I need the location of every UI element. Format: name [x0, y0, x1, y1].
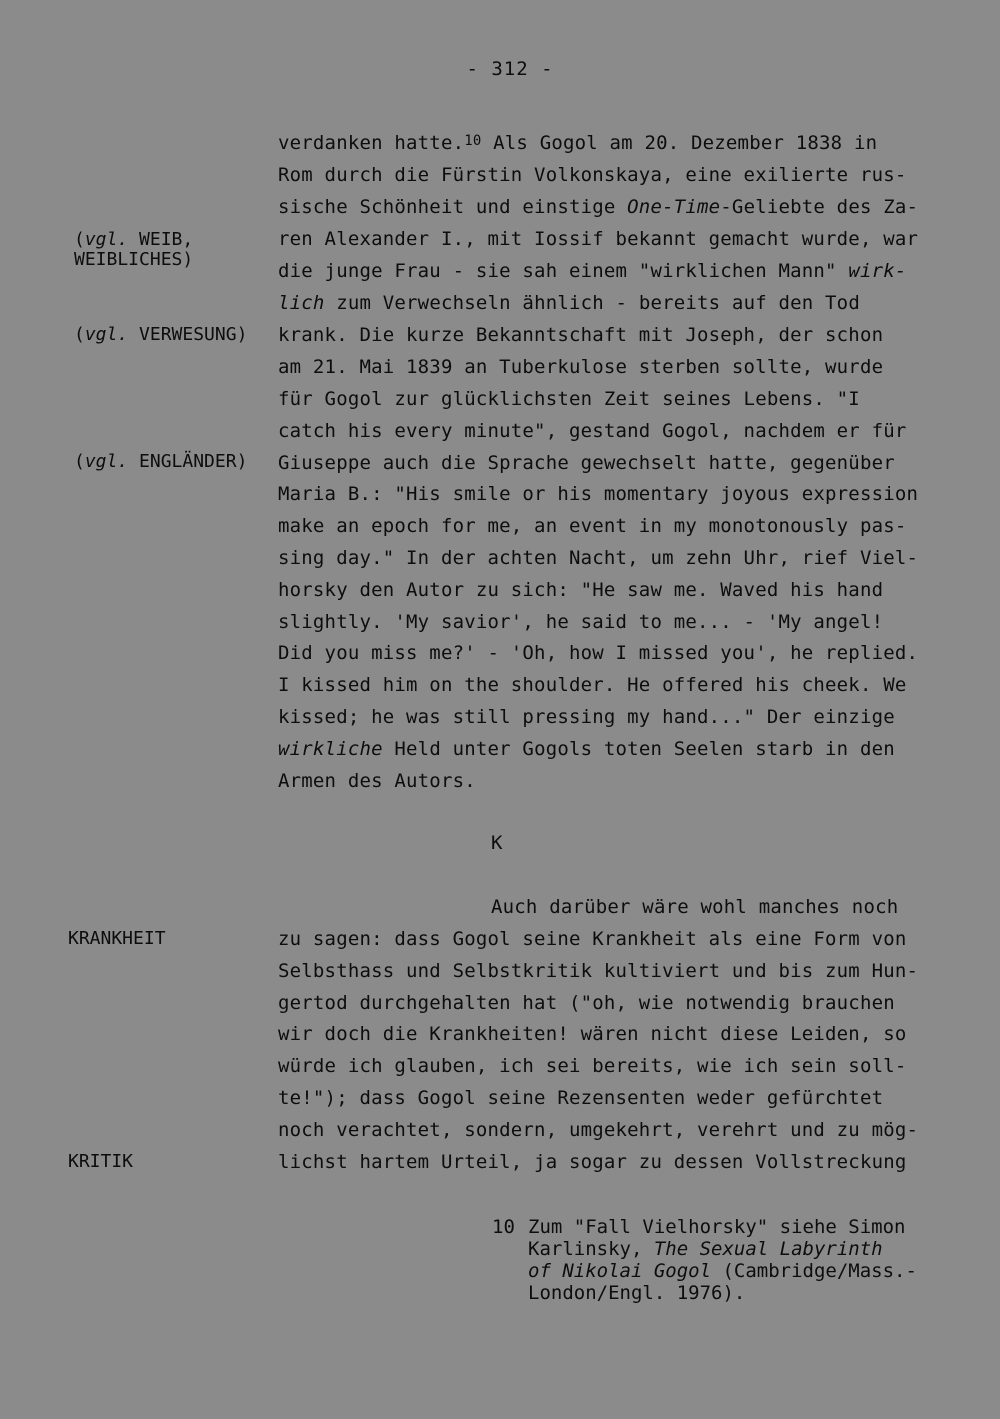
page-number: - 312 - — [466, 58, 554, 80]
emphasis: One-Time — [627, 196, 721, 218]
body-line: sing day." In der achten Nacht, um zehn Uhr, rief Viel- — [278, 547, 919, 569]
body-text: verdanken hatte. — [278, 132, 465, 154]
emphasis: wirkliche — [278, 738, 383, 760]
margin-note-englaender: (vgl. ENGLÄNDER) — [74, 451, 248, 472]
body-line: Maria B.: "His smile or his momentary joyous expression — [278, 483, 919, 505]
emphasis: lich — [278, 292, 325, 314]
body-line: am 21. Mai 1839 an Tuberkulose sterben sollte, wurde — [278, 356, 884, 378]
footnote-title: of Nikolai Gogol — [528, 1260, 712, 1282]
body-line: würde ich glauben, ich sei bereits, wie ich sein soll- — [278, 1055, 907, 1077]
footnote-line: Zum "Fall Vielhorsky" siehe Simon — [528, 1216, 906, 1238]
emphasis: vgl. — [84, 451, 129, 472]
body-text: Held unter Gogols toten Seelen starb in den — [382, 738, 895, 760]
margin-text: WEIB, — [128, 229, 194, 250]
margin-note-weib: (vgl. WEIB, — [74, 229, 194, 250]
body-line — [278, 195, 918, 219]
body-line: wir doch die Krankheiten! wären nicht diese Leiden, so — [278, 1023, 907, 1045]
body-line: gertod durchgehalten hat ("oh, wie notwendig brauchen — [278, 992, 895, 1014]
body-line — [278, 131, 877, 157]
body-line: Auch darüber wäre wohl manches noch — [491, 896, 899, 918]
footnote-line — [528, 1238, 883, 1260]
margin-text: VERWESUNG) — [128, 324, 248, 345]
body-line: lichst hartem Urteil, ja sogar zu dessen Vollstreckung — [278, 1151, 907, 1173]
footnote-text: Karlinsky, — [528, 1238, 654, 1260]
body-line: slightly. 'My savior', he said to me... - 'My angel! — [278, 611, 884, 633]
body-line: catch his every minute", gestand Gogol, nachdem er für — [278, 420, 907, 442]
body-text: -Geliebte des Za- — [720, 196, 919, 218]
body-line: I kissed him on the shoulder. He offered his cheek. We — [278, 674, 907, 696]
emphasis: vgl. — [84, 229, 129, 250]
body-line: Selbsthass und Selbstkritik kultiviert und bis zum Hun- — [278, 960, 919, 982]
body-text: Als Gogol am 20. Dezember 1838 in — [481, 132, 878, 154]
margin-note-weib-line2: WEIBLICHES) — [74, 249, 194, 270]
emphasis: wirk- — [848, 260, 907, 282]
body-line: Did you miss me?' - 'Oh, how I missed you', he replied. — [278, 642, 919, 664]
body-line — [278, 737, 895, 761]
body-line: krank. Die kurze Bekanntschaft mit Joseph, der schon — [278, 324, 884, 346]
section-letter: K — [491, 832, 503, 854]
body-line: für Gogol zur glücklichsten Zeit seines Lebens. "I — [278, 388, 860, 410]
footnote-title: The Sexual Labyrinth — [653, 1238, 883, 1260]
margin-text: ENGLÄNDER) — [128, 451, 248, 472]
footnote-text: (Cambridge/Mass.- — [711, 1260, 917, 1282]
footnote-line — [528, 1260, 917, 1282]
footnote-line: London/Engl. 1976). — [528, 1282, 746, 1304]
body-line: make an epoch for me, an event in my monotonously pas- — [278, 515, 907, 537]
body-line: te!"); dass Gogol seine Rezensenten weder gefürchtet — [278, 1087, 884, 1109]
body-line: noch verachtet, sondern, umgekehrt, verehrt und zu mög- — [278, 1119, 919, 1141]
body-line: Giuseppe auch die Sprache gewechselt hatte, gegenüber — [278, 452, 895, 474]
body-line — [278, 259, 907, 283]
body-line: Armen des Autors. — [278, 770, 476, 792]
body-text: sische Schönheit und einstige — [278, 196, 628, 218]
margin-keyword-krankheit: KRANKHEIT — [68, 928, 166, 949]
body-line: kissed; he was still pressing my hand..." Der einzige — [278, 706, 895, 728]
footnote-number: 10 — [492, 1216, 515, 1238]
body-line: Rom durch die Fürstin Volkonskaya, eine exilierte rus- — [278, 164, 907, 186]
margin-note-verwesung: (vgl. VERWESUNG) — [74, 324, 248, 345]
body-line: ren Alexander I., mit Iossif bekannt gemacht wurde, war — [278, 228, 919, 250]
body-line: zu sagen: dass Gogol seine Krankheit als eine Form von — [278, 928, 907, 950]
footnote-ref: 10 — [464, 133, 482, 149]
emphasis: vgl. — [84, 324, 129, 345]
margin-keyword-kritik: KRITIK — [68, 1151, 134, 1172]
body-line: horsky den Autor zu sich: "He saw me. Waved his hand — [278, 579, 884, 601]
body-line — [278, 291, 860, 315]
body-text: zum Verwechseln ähnlich - bereits auf den Tod — [324, 292, 860, 314]
body-text: die junge Frau - sie sah einem "wirklichen Mann" — [278, 260, 849, 282]
